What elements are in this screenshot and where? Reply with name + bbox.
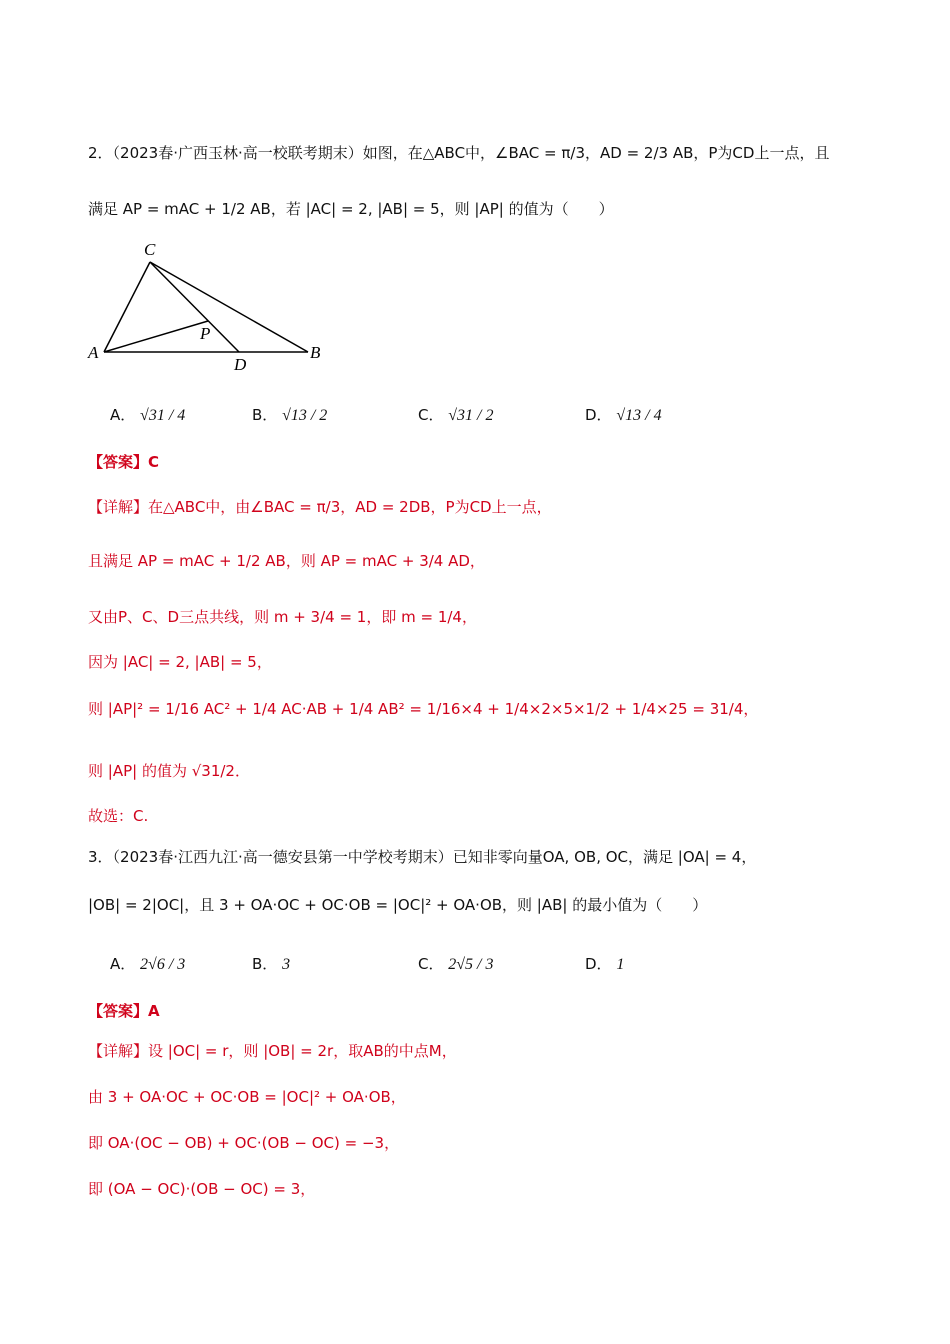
triangle-diagram	[86, 238, 336, 378]
q2-detail-line: 因为 |AC| = 2, |AB| = 5，	[88, 653, 272, 671]
q2-detail-line: 【详解】在△ABC中，由∠BAC = π/3，AD = 2DB，P为CD上一点，	[88, 498, 552, 516]
q2-detail-line: 则 |AP|² = 1/16 AC² + 1/4 AC·AB + 1/4 AB² = 1/16×4 + 1/4×2×5×1/2 + 1/4×25 = 31/4，	[88, 700, 759, 718]
q2-detail-line: 又由P、C、D三点共线，则 m + 3/4 = 1，即 m = 1/4，	[88, 608, 477, 626]
option-letter: B．	[252, 406, 278, 424]
q2-stem-line1: 2．（2023春·广西玉林·高一校联考期末）如图，在△ABC中，∠BAC = π/3，AD = 2/3 AB，P为CD上一点，且	[88, 144, 830, 162]
option-value: √13 / 4	[616, 407, 662, 424]
option-letter: C．	[418, 406, 444, 424]
q3-detail-line: 即 OA·(OC − OB) + OC·(OB − OC) = −3，	[88, 1134, 400, 1152]
segment-cb	[150, 262, 308, 352]
option-value: √13 / 2	[282, 407, 328, 424]
point-p-label: P	[200, 324, 211, 343]
q3-detail-line: 由 3 + OA·OC + OC·OB = |OC|² + OA·OB，	[88, 1088, 406, 1106]
segment-cd	[150, 262, 239, 352]
vertex-c-label: C	[144, 240, 156, 259]
segment-ac	[104, 262, 150, 352]
q2-detail-line: 则 |AP| 的值为 √31/2．	[88, 762, 250, 780]
q2-option-d[interactable]	[585, 402, 662, 429]
q3-detail-line: 【详解】设 |OC| = r，则 |OB| = 2r，取AB的中点M，	[88, 1042, 457, 1060]
option-letter: B．	[252, 955, 278, 973]
q3-stem-line2: |OB| = 2|OC|，且 3 + OA·OC + OC·OB = |OC|² + OA·OB，则 |AB| 的最小值为（ ）	[88, 896, 708, 914]
q3-option-b[interactable]	[252, 951, 290, 978]
option-letter: D．	[585, 955, 612, 973]
option-value: 2√6 / 3	[140, 956, 186, 973]
q3-option-d[interactable]	[585, 951, 624, 978]
q3-detail-line: 即 (OA − OC)·(OB − OC) = 3，	[88, 1180, 316, 1198]
q3-option-c[interactable]	[418, 951, 494, 978]
vertex-d-label: D	[234, 355, 247, 374]
q2-option-c[interactable]	[418, 402, 494, 429]
option-letter: A．	[110, 955, 136, 973]
q2-answer: 【答案】C	[88, 453, 160, 471]
option-value: 2√5 / 3	[448, 956, 494, 973]
vertex-a-label: A	[88, 343, 99, 362]
q2-conclusion: 故选：C.	[88, 807, 149, 825]
q2-option-a[interactable]	[110, 402, 185, 429]
segment-ap	[104, 321, 211, 352]
q3-answer: 【答案】A	[88, 1002, 160, 1020]
q3-stem-line1: 3．（2023春·江西九江·高一德安县第一中学校考期末）已知非零向量OA, OB, OC，满足 |OA| = 4，	[88, 848, 757, 866]
option-value: 1	[616, 956, 625, 973]
option-letter: D．	[585, 406, 612, 424]
option-letter: C．	[418, 955, 444, 973]
option-letter: A．	[110, 406, 136, 424]
q2-option-b[interactable]	[252, 402, 327, 429]
option-value: 3	[282, 956, 291, 973]
option-value: √31 / 2	[448, 407, 494, 424]
option-value: √31 / 4	[140, 407, 186, 424]
q3-option-a[interactable]	[110, 951, 185, 978]
q2-detail-line: 且满足 AP = mAC + 1/2 AB，则 AP = mAC + 3/4 AD，	[88, 552, 485, 570]
q2-stem-line2: 满足 AP = mAC + 1/2 AB，若 |AC| = 2, |AB| = 5，则 |AP| 的值为（ ）	[88, 200, 614, 218]
vertex-b-label: B	[310, 343, 321, 362]
